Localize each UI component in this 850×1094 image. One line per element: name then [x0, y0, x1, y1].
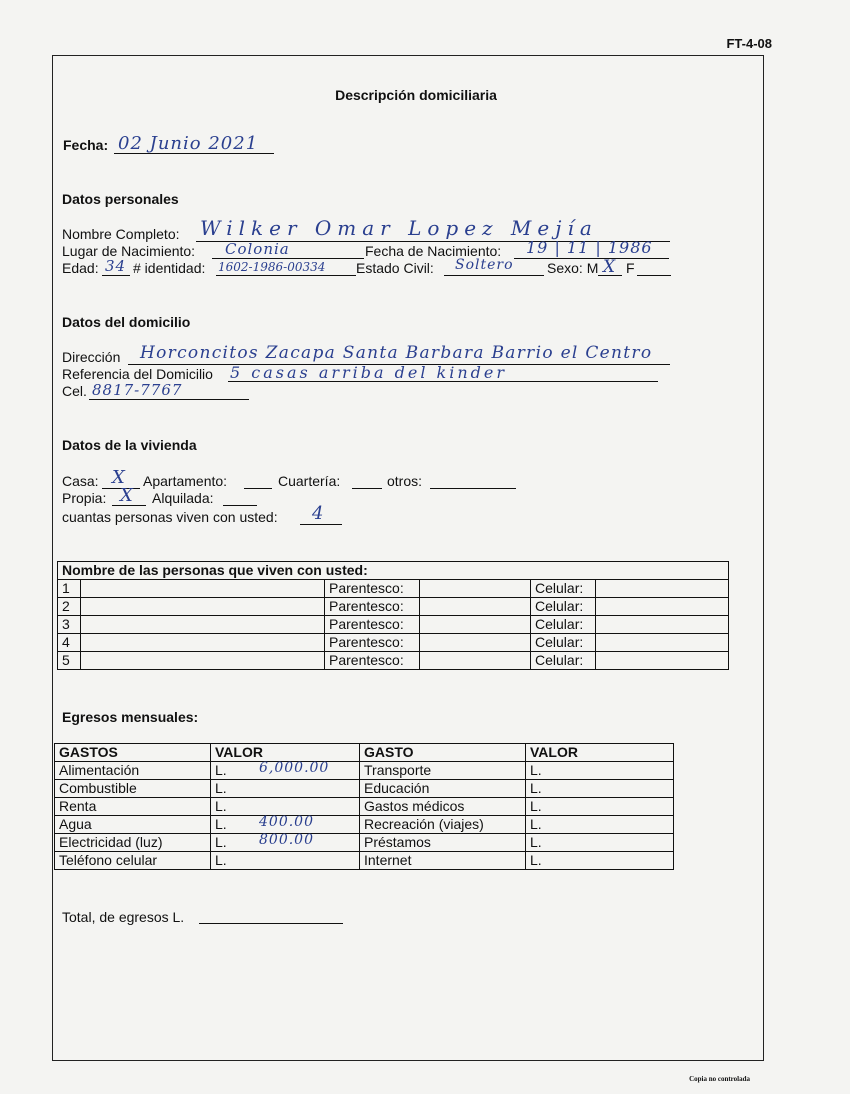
phone-line	[89, 399, 249, 400]
celular-label: Celular:	[531, 598, 596, 616]
expense-right-value-cell[interactable]: L.	[526, 798, 674, 816]
row-number: 2	[58, 598, 81, 616]
birthplace-line	[212, 258, 364, 259]
currency-label: L.	[215, 780, 227, 796]
table-row	[58, 634, 729, 652]
table-row	[58, 598, 729, 616]
name-cell[interactable]	[81, 652, 325, 670]
expense-left-value-cell[interactable]	[211, 834, 360, 852]
expense-right-value-cell[interactable]: L.	[526, 834, 674, 852]
celular-label: Celular:	[531, 634, 596, 652]
name-cell[interactable]	[81, 634, 325, 652]
celular-cell[interactable]	[596, 652, 729, 670]
col-gastos: GASTOS	[55, 744, 211, 762]
celular-cell[interactable]	[596, 598, 729, 616]
expense-left-amount[interactable]: 6,000.00	[259, 760, 330, 776]
people-table-heading: Nombre de las personas que viven con usted:	[58, 562, 729, 580]
table-row	[58, 580, 729, 598]
parentesco-label: Parentesco:	[325, 634, 420, 652]
sex-f-label: F	[626, 260, 635, 276]
persons-label: cuantas personas viven con usted:	[62, 509, 278, 525]
phone-value[interactable]: 8817-7767	[92, 381, 183, 399]
row-number: 1	[58, 580, 81, 598]
name-cell[interactable]	[81, 580, 325, 598]
col-valor-right: VALOR	[526, 744, 674, 762]
expense-right-label: Educación	[360, 780, 526, 798]
birthdate-label: Fecha de Nacimiento:	[365, 243, 502, 259]
address-value[interactable]: Horconcitos Zacapa Santa Barbara Barrio el Centro	[140, 343, 653, 363]
name-label: Nombre Completo:	[62, 226, 180, 242]
expense-left-label: Electricidad (luz)	[55, 834, 211, 852]
expense-left-label: Renta	[55, 798, 211, 816]
housing-heading: Datos de la vivienda	[62, 437, 197, 453]
table-row	[55, 762, 674, 780]
parentesco-cell[interactable]	[420, 580, 531, 598]
personal-heading: Datos personales	[62, 191, 179, 207]
expense-right-label: Transporte	[360, 762, 526, 780]
propia-label: Propia:	[62, 490, 107, 506]
reference-value[interactable]: 5 casas arriba del kinder	[230, 363, 508, 382]
parentesco-cell[interactable]	[420, 634, 531, 652]
parentesco-label: Parentesco:	[325, 616, 420, 634]
celular-cell[interactable]	[596, 634, 729, 652]
phone-label: Cel.	[62, 383, 87, 399]
cuarteria-label: Cuartería:	[278, 473, 341, 489]
expense-left-value-cell[interactable]	[211, 780, 360, 798]
age-value[interactable]: 34	[105, 257, 127, 275]
expense-left-value-cell[interactable]	[211, 852, 360, 870]
otros-label: otros:	[387, 473, 423, 489]
parentesco-cell[interactable]	[420, 652, 531, 670]
form-code: FT-4-08	[726, 36, 772, 51]
currency-label: L.	[215, 834, 227, 850]
table-row	[58, 616, 729, 634]
currency-label: L.	[215, 852, 227, 868]
sex-label: Sexo: M	[547, 260, 599, 276]
age-line	[102, 275, 130, 276]
table-row	[58, 652, 729, 670]
parentesco-label: Parentesco:	[325, 580, 420, 598]
expense-right-label: Internet	[360, 852, 526, 870]
address-label: Dirección	[62, 349, 121, 365]
table-row	[55, 798, 674, 816]
celular-cell[interactable]	[596, 616, 729, 634]
parentesco-cell[interactable]	[420, 616, 531, 634]
col-gasto: GASTO	[360, 744, 526, 762]
birthdate-line	[514, 258, 669, 259]
name-value[interactable]: Wilker Omar Lopez Mejía	[200, 216, 598, 240]
expense-left-label: Teléfono celular	[55, 852, 211, 870]
sex-f-line	[637, 275, 671, 276]
expense-left-value-cell[interactable]	[211, 762, 360, 780]
civil-label: Estado Civil:	[356, 260, 434, 276]
celular-label: Celular:	[531, 616, 596, 634]
parentesco-label: Parentesco:	[325, 598, 420, 616]
name-cell[interactable]	[81, 598, 325, 616]
parentesco-label: Parentesco:	[325, 652, 420, 670]
row-number: 4	[58, 634, 81, 652]
page-title: Descripción domiciliaria	[335, 87, 497, 103]
expense-left-label: Alimentación	[55, 762, 211, 780]
expense-left-value-cell[interactable]	[211, 798, 360, 816]
table-row	[55, 834, 674, 852]
footer-note: Copia no controlada	[689, 1075, 750, 1083]
expense-left-label: Combustible	[55, 780, 211, 798]
age-label: Edad:	[62, 260, 99, 276]
celular-label: Celular:	[531, 580, 596, 598]
expense-right-label: Gastos médicos	[360, 798, 526, 816]
table-row	[55, 816, 674, 834]
expense-left-amount[interactable]: 400.00	[259, 814, 314, 830]
fecha-value[interactable]: 02 Junio 2021	[118, 133, 259, 154]
alquilada-label: Alquilada:	[152, 490, 214, 506]
birthdate-value[interactable]: 19 | 11 | 1986	[526, 238, 653, 257]
reference-label: Referencia del Domicilio	[62, 366, 213, 382]
table-row	[55, 852, 674, 870]
expense-right-value-cell[interactable]: L.	[526, 816, 674, 834]
civil-line	[444, 275, 544, 276]
col-valor-left: VALOR	[211, 744, 360, 762]
id-line	[216, 275, 356, 276]
casa-label: Casa:	[62, 473, 99, 489]
id-label: # identidad:	[133, 260, 206, 276]
propia-mark[interactable]: X	[120, 485, 134, 506]
civil-value[interactable]: Soltero	[455, 257, 514, 273]
fecha-label: Fecha:	[63, 137, 109, 153]
otros-line	[430, 488, 516, 489]
alquilada-line	[223, 505, 257, 506]
expense-right-label: Recreación (viajes)	[360, 816, 526, 834]
expense-left-amount[interactable]: 800.00	[259, 832, 314, 848]
total-line[interactable]	[199, 923, 343, 924]
cuarteria-line	[352, 488, 382, 489]
persons-line	[300, 524, 342, 525]
expense-right-value-cell[interactable]: L.	[526, 762, 674, 780]
row-number: 3	[58, 616, 81, 634]
expenses-heading: Egresos mensuales:	[62, 709, 199, 725]
birthplace-value[interactable]: Colonia	[225, 240, 290, 258]
apartamento-line	[244, 488, 272, 489]
expense-right-value-cell[interactable]: L.	[526, 780, 674, 798]
currency-label: L.	[215, 762, 227, 778]
id-value[interactable]: 1602-1986-00334	[218, 260, 326, 274]
celular-cell[interactable]	[596, 580, 729, 598]
currency-label: L.	[215, 798, 227, 814]
expense-right-value-cell[interactable]: L.	[526, 852, 674, 870]
celular-label: Celular:	[531, 652, 596, 670]
people-table	[57, 561, 729, 670]
persons-value[interactable]: 4	[312, 503, 325, 524]
expenses-table	[54, 743, 674, 870]
birthplace-label: Lugar de Nacimiento:	[62, 243, 196, 259]
total-label: Total, de egresos L.	[62, 909, 185, 925]
row-number: 5	[58, 652, 81, 670]
expense-left-value-cell[interactable]	[211, 816, 360, 834]
sex-mark[interactable]: X	[603, 257, 617, 277]
parentesco-cell[interactable]	[420, 598, 531, 616]
expense-left-label: Agua	[55, 816, 211, 834]
apartamento-label: Apartamento:	[143, 473, 228, 489]
currency-label: L.	[215, 816, 227, 832]
name-cell[interactable]	[81, 616, 325, 634]
expense-right-label: Préstamos	[360, 834, 526, 852]
casa-mark[interactable]: X	[112, 467, 126, 488]
domicile-heading: Datos del domicilio	[62, 314, 191, 330]
table-row	[55, 780, 674, 798]
